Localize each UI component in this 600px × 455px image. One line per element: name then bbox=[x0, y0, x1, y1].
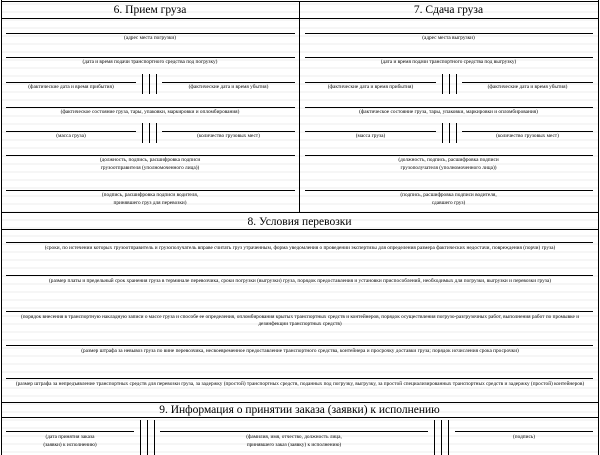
shipper-sign-caption-1: (должность, подпись, расшифровка подписи bbox=[99, 157, 201, 163]
places-count-caption: (количество грузовых мест) bbox=[496, 133, 559, 139]
consignee-sign-line[interactable] bbox=[305, 155, 593, 156]
mass-divider bbox=[142, 123, 143, 143]
section9-header-divider bbox=[1, 417, 598, 418]
cargo-mass-caption: (масса груза) bbox=[56, 133, 86, 139]
condition-line-5[interactable] bbox=[6, 378, 593, 379]
cargo-mass-caption: (масса груза) bbox=[355, 133, 386, 139]
section8-header-divider bbox=[1, 229, 598, 230]
accepting-person-caption-1: (фамилия, имя, отчество, должность лица, bbox=[246, 434, 342, 440]
condition-caption-5: (размер штрафа за непредъявление транспортных средств для перевозки груза, за задержку (простой) транспортных средств, поданных под погрузку, выгрузку, за простой специализированных транспортных средств и задержку (простой) контейнеров) bbox=[15, 381, 585, 387]
acceptance-date-caption-2: (заявки) к исполнению) bbox=[43, 442, 97, 448]
unloading-address-line[interactable] bbox=[305, 33, 593, 34]
s9-divider bbox=[147, 420, 148, 455]
arrival-caption: (фактические дата и время прибытия) bbox=[28, 84, 114, 90]
arrival-divider bbox=[449, 74, 450, 94]
departure-caption: (фактические дата и время убытия) bbox=[487, 84, 568, 90]
consignee-sign-caption-2: грузополучателя (уполномоченного лица)) bbox=[400, 165, 497, 171]
vehicle-datetime-line[interactable] bbox=[6, 57, 295, 58]
s9-divider bbox=[140, 420, 141, 455]
loading-address-caption: (адрес места погрузки) bbox=[123, 35, 176, 41]
driver-accept-caption-2: принявшего груз для перевозки) bbox=[113, 200, 187, 206]
driver-deliver-caption-2: сдавшего груз) bbox=[431, 200, 466, 206]
departure-line[interactable] bbox=[162, 82, 295, 83]
condition-caption: (фактическое состояние груза, тары, упаковки, маркировки и опломбирования) bbox=[60, 109, 240, 115]
shipper-sign-caption-2: грузоотправителя (уполномоченного лица)) bbox=[100, 165, 200, 171]
accepting-person-caption-2: принявшего заказ (заявку) к исполнению) bbox=[246, 442, 342, 448]
s9-divider bbox=[434, 420, 435, 455]
arrival-divider bbox=[442, 74, 443, 94]
acceptance-date-caption-1: (дата принятия заказа bbox=[45, 434, 95, 440]
driver-accept-sign-line[interactable] bbox=[6, 190, 295, 191]
cargo-mass-line[interactable] bbox=[6, 131, 136, 132]
mass-divider bbox=[456, 123, 457, 143]
condition-line-3[interactable] bbox=[6, 311, 593, 312]
section6-title: 6. Прием груза bbox=[113, 4, 187, 16]
acceptance-signature-caption: (подпись) bbox=[513, 434, 535, 440]
condition-line-1[interactable] bbox=[6, 242, 593, 243]
s9-divider bbox=[441, 420, 442, 455]
unloading-address-caption: (адрес места выгрузки) bbox=[422, 35, 475, 41]
driver-accept-caption-1: (подпись, расшифровка подписи водителя, bbox=[101, 192, 199, 198]
accepting-person-line[interactable] bbox=[160, 431, 428, 432]
s9-divider bbox=[154, 420, 155, 455]
vehicle-datetime-caption: (дата и время подачи транспортного средства под погрузку) bbox=[82, 59, 218, 65]
condition-line-2[interactable] bbox=[6, 275, 593, 276]
center-divider bbox=[299, 1, 300, 212]
right-border bbox=[598, 0, 599, 455]
departure-caption: (фактические дата и время убытия) bbox=[188, 84, 269, 90]
condition-caption-2: (размер платы и предельный срок хранения груза в терминале перевозчика, сроки погрузки (выгрузки) груза, порядок предоставления и установки приспособлений, необходимых для погрузки, выгрузки и перевозки груза) bbox=[49, 278, 551, 284]
section8-title: 8. Условия перевозки bbox=[247, 216, 352, 228]
mass-divider bbox=[449, 123, 450, 143]
vehicle-datetime-line[interactable] bbox=[305, 57, 593, 58]
places-count-line[interactable] bbox=[162, 131, 295, 132]
s9-divider bbox=[448, 420, 449, 455]
arrival-divider bbox=[156, 74, 157, 94]
mass-divider bbox=[442, 123, 443, 143]
arrival-caption: (фактические дата и время прибытия) bbox=[327, 84, 414, 90]
arrival-line[interactable] bbox=[305, 82, 436, 83]
section8-top-border bbox=[1, 212, 598, 213]
acceptance-signature-line[interactable] bbox=[455, 431, 593, 432]
condition-caption-4: (размер штрафа за невывоз груза по вине перевозчика, несвоевременное предоставление транспортного средства, контейнера и просрочку доставки груза; порядок исчисления срока просрочки) bbox=[81, 348, 519, 354]
cargo-mass-line[interactable] bbox=[305, 131, 436, 132]
section9-title: 9. Информация о принятии заказа (заявки) к исполнению bbox=[159, 404, 440, 416]
driver-deliver-sign-line[interactable] bbox=[305, 190, 593, 191]
shipper-sign-line[interactable] bbox=[6, 155, 295, 156]
acceptance-date-line[interactable] bbox=[6, 431, 134, 432]
vehicle-datetime-caption: (дата и время подачи транспортного средства под выгрузку) bbox=[380, 59, 517, 65]
arrival-divider bbox=[142, 74, 143, 94]
condition-line-4[interactable] bbox=[6, 345, 593, 346]
mass-divider bbox=[156, 123, 157, 143]
condition-caption-3: (порядок внесения в транспортную накладную записи о массе груза и способе ее определения, опломбирования крытых транспортных средств и контейнеров, порядок осуществления погрузо-разгрузочных работ, выполнения работ по промывке и дезинфекции транспортных средств) bbox=[20, 314, 580, 327]
condition-caption: (фактическое состояние груза, тары, упаковки, маркировки и опломбирования) bbox=[359, 109, 538, 115]
places-count-caption: (количество грузовых мест) bbox=[197, 133, 260, 139]
arrival-divider bbox=[149, 74, 150, 94]
places-count-line[interactable] bbox=[462, 131, 593, 132]
mass-divider bbox=[149, 123, 150, 143]
section7-title: 7. Сдача груза bbox=[413, 4, 484, 16]
loading-address-line[interactable] bbox=[6, 33, 295, 34]
consignee-sign-caption-1: (должность, подпись, расшифровка подписи bbox=[398, 157, 499, 163]
departure-line[interactable] bbox=[462, 82, 593, 83]
condition-line[interactable] bbox=[305, 107, 593, 108]
condition-caption-1: (сроки, по истечении которых грузоотправитель и грузополучатель вправе считать груз утраченным, форма уведомления о проведении экспертизы для определения размера фактических недостачи, повреждения (порчи) груза) bbox=[44, 245, 556, 251]
driver-deliver-caption-1: (подпись, расшифровка подписи водителя, bbox=[400, 192, 497, 198]
arrival-divider bbox=[456, 74, 457, 94]
arrival-line[interactable] bbox=[6, 82, 136, 83]
condition-line[interactable] bbox=[6, 107, 295, 108]
